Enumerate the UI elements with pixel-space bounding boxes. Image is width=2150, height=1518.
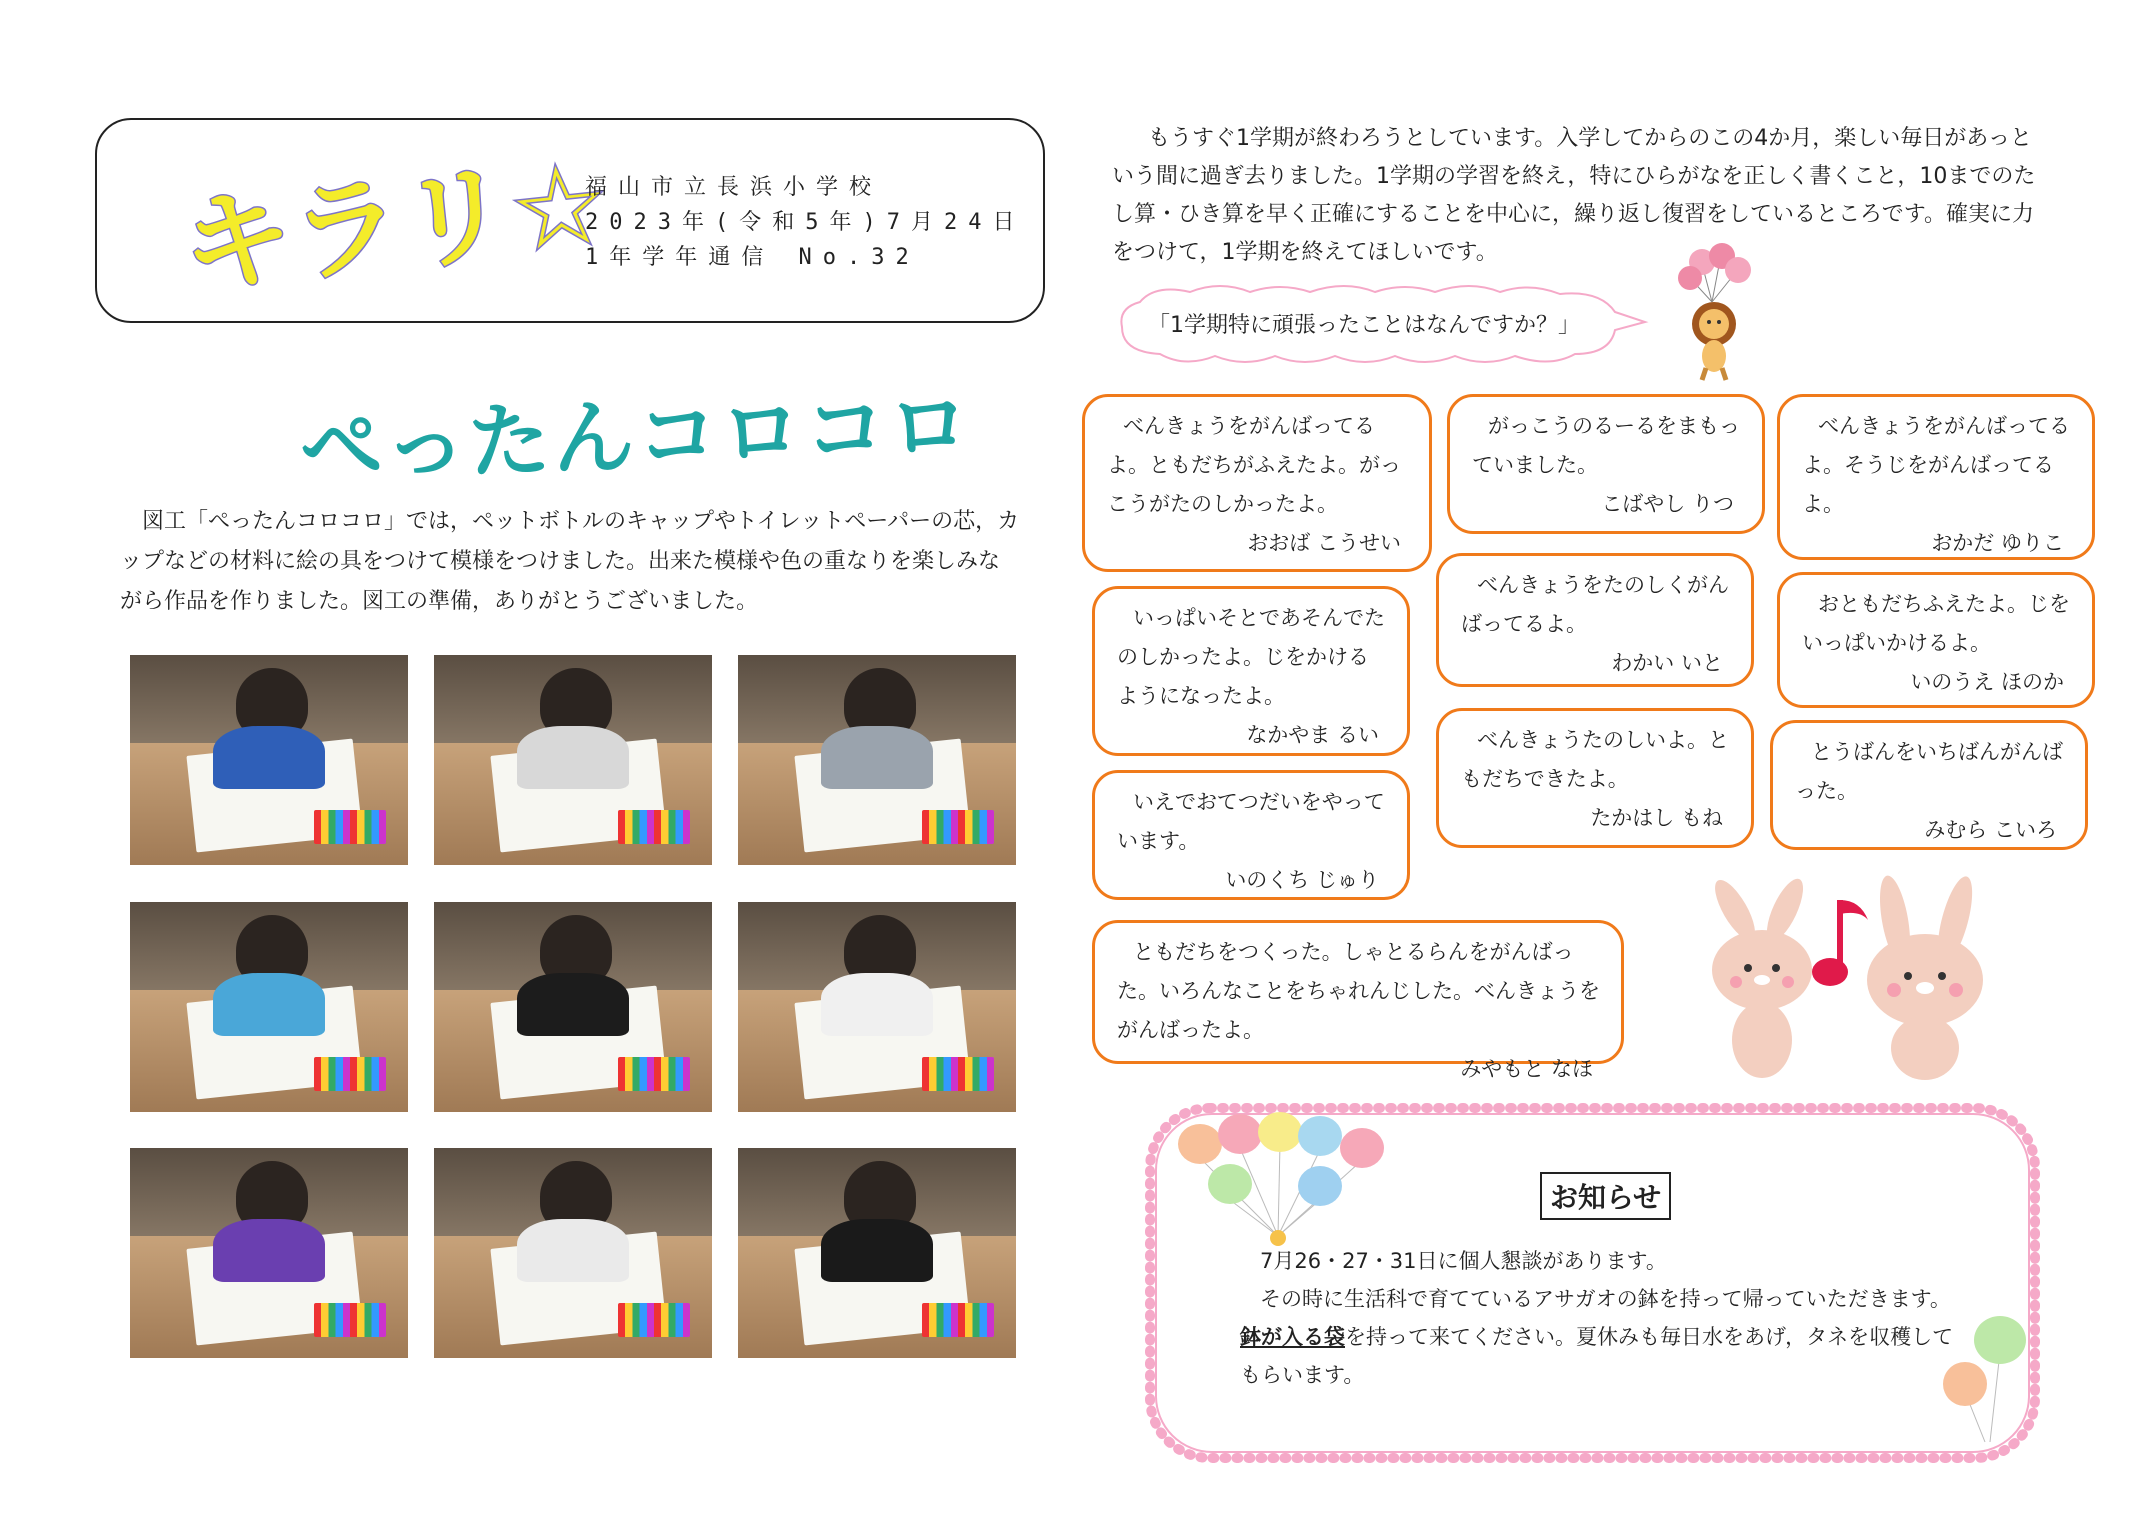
- classroom-photo: [130, 655, 408, 865]
- school-name: 福山市立長浜小学校: [585, 175, 883, 200]
- comment-text: ともだちをつくった。しゃとるらんをがんばった。いろんなことをちゃれんじした。べんきょうをがんばったよ。: [1117, 940, 1600, 1042]
- notice-line: 7月26・27・31日に個人懇談があります。: [1260, 1249, 1667, 1273]
- classroom-photo: [434, 902, 712, 1112]
- classroom-photo: [738, 655, 1016, 865]
- comment-text: おともだちふえたよ。じをいっぱいかけるよ。: [1802, 592, 2070, 655]
- comment-text: べんきょうたのしいよ。ともだちできたよ。: [1461, 728, 1729, 791]
- comment-name: わかい いと: [1611, 651, 1723, 675]
- comment-text: べんきょうをがんばってるよ。そうじをがんばってるよ。: [1802, 414, 2070, 516]
- balloons-illustration: [1160, 1108, 1400, 1258]
- classroom-photo: [738, 1148, 1016, 1358]
- notice-title: お知らせ: [1540, 1172, 1671, 1220]
- bunnies-illustration: [1690, 870, 2020, 1080]
- intro-paragraph: もうすぐ1学期が終わろうとしています。入学してからのこの4か月，楽しい毎日があっという間に過ぎ去りました。1学期の学習を終え，特にひらがなを正しく書くこと，10までのたし算・ひき算を早く正確にすることを中心に，繰り返し復習をしているところです。確実に力をつけて，1学期を終えてほしいです。: [1112, 126, 2036, 265]
- comment-name: いのくち じゅり: [1225, 868, 1379, 892]
- issue-date: 2023年(令和5年)7月24日: [585, 210, 1026, 235]
- comment-name: おおば こうせい: [1247, 531, 1401, 555]
- classroom-photo: [130, 902, 408, 1112]
- comment-name: なかやま るい: [1246, 723, 1379, 747]
- comment-bubble: [1092, 586, 1410, 756]
- comment-name: いのうえ ほのか: [1910, 670, 2064, 694]
- comment-name: こばやし りつ: [1601, 492, 1734, 516]
- logo-text: キラリ☆: [175, 138, 616, 311]
- notice-body: [1240, 1242, 1970, 1394]
- comment-text: がっこうのるーるをまもっていました。: [1472, 414, 1740, 477]
- comment-text: とうばんをいちばんがんばった。: [1795, 740, 2063, 803]
- comment-text: いえでおてつだいをやっています。: [1117, 790, 1385, 853]
- comment-bubble: [1770, 720, 2088, 850]
- comment-bubble: [1436, 553, 1754, 687]
- notice-text: を持って来てください。夏休みも毎日水をあげ，タネを収穫してもらいます。: [1240, 1325, 1954, 1387]
- comment-bubble: [1447, 394, 1765, 534]
- classroom-photo: [738, 902, 1016, 1112]
- issue-number: 1年学年通信 No.32: [585, 245, 920, 270]
- comment-bubble: [1436, 708, 1754, 848]
- classroom-photo: [434, 655, 712, 865]
- art-paragraph: 図工「ぺったんコロコロ」では，ペットボトルのキャップやトイレットペーパーの芯，カップなどの材料に絵の具をつけて模様をつけました。出来た模様や色の重なりを楽しみながら作品を作りました。図工の準備，ありがとうございました。: [120, 509, 1020, 614]
- comment-bubble: [1092, 920, 1624, 1081]
- comment-text: べんきょうをがんばってるよ。ともだちがふえたよ。がっこうがたのしかったよ。: [1107, 414, 1401, 516]
- comment-bubble: [1092, 770, 1410, 900]
- classroom-photo: [130, 1148, 408, 1358]
- comment-bubble: [1777, 572, 2095, 708]
- comment-name: おかだ ゆりこ: [1931, 531, 2064, 555]
- comment-text: いっぱいそとであそんでたのしかったよ。じをかけるようになったよ。: [1117, 606, 1385, 708]
- comment-bubble: [1777, 394, 2095, 560]
- section-title: ぺったんコロコロ: [298, 378, 974, 497]
- notice-line: [1240, 1280, 1970, 1394]
- comment-text: べんきょうをたのしくがんばってるよ。: [1461, 573, 1729, 636]
- comment-bubble: [1082, 394, 1432, 572]
- notice-emphasis: 鉢が入る袋: [1240, 1325, 1345, 1349]
- comment-name: みやもと なほ: [1460, 1057, 1593, 1081]
- notice-text: その時に生活科で育てているアサガオの鉢を持って帰っていただきます。: [1260, 1287, 1951, 1311]
- logo: [175, 138, 616, 311]
- classroom-photo: [434, 1148, 712, 1358]
- comment-name: たかはし もね: [1590, 806, 1723, 830]
- lion-balloon-illustration: [1662, 242, 1762, 382]
- comment-name: みむら こいろ: [1924, 818, 2057, 842]
- question-text: 「1学期特に頑張ったことはなんですか？」: [1148, 313, 1580, 338]
